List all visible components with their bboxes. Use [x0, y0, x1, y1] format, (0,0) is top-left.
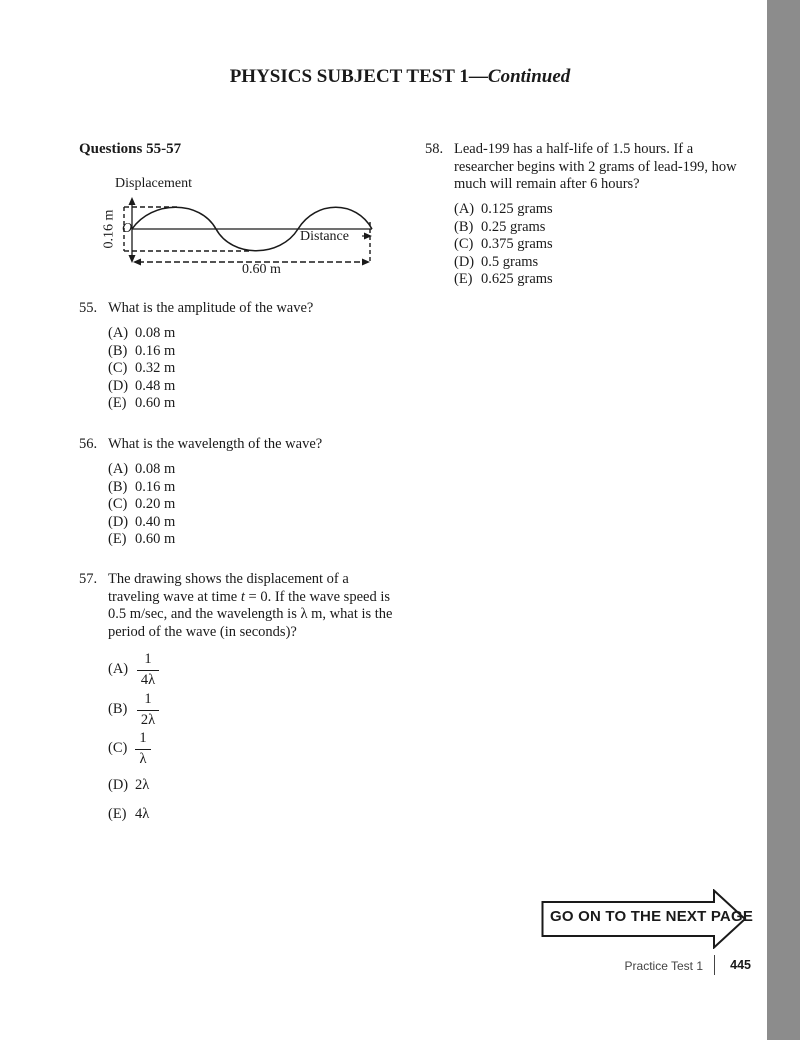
choice-e[interactable]: (E) 4λ	[108, 806, 150, 822]
choice-c[interactable]: (C) 0.32 m	[108, 360, 176, 376]
choice-b[interactable]: (B) $\frac{1}{2\lambda}$	[108, 691, 228, 727]
page-edge-tab	[767, 0, 800, 1040]
choice-a[interactable]: (A) 0.08 m	[108, 461, 176, 477]
title-continued: Continued	[487, 66, 571, 87]
answer-choices	[108, 461, 175, 549]
choice-c[interactable]: (C) 0.375 grams	[454, 236, 553, 252]
footer-label: Practice Test 1	[624, 959, 703, 973]
origin-label: O	[122, 221, 133, 236]
question-number: 55.	[79, 300, 98, 316]
question-number: 57.	[79, 571, 98, 587]
section-heading: Questions 55-57	[79, 141, 182, 157]
footer-divider	[714, 955, 715, 975]
question-text: Lead-199 has a half-life of 1.5 hours. If a researcher begins with 2 grams of lead-199, how much will remain after 6 hours?	[454, 141, 737, 192]
page-title	[0, 66, 800, 88]
choice-d[interactable]: (D) 2λ	[108, 777, 150, 793]
page-number: 445	[730, 958, 751, 972]
choice-d[interactable]: (D) 0.5 grams	[454, 253, 539, 270]
question-58	[425, 141, 755, 291]
distance-arrow	[364, 233, 372, 240]
choice-c[interactable]: (C) $\frac{1}{\lambda}$	[108, 730, 228, 766]
choice-b[interactable]: (B) 0.16 m	[108, 342, 176, 359]
amplitude-label: 0.16 m	[101, 209, 117, 249]
length-label: 0.60 m	[242, 262, 281, 277]
choice-e[interactable]: (E) 0.60 m	[108, 395, 176, 411]
y-axis-label: Displacement	[115, 176, 192, 191]
question-56	[79, 436, 409, 551]
question-55	[79, 300, 409, 415]
choice-b[interactable]: (B) 0.16 m	[108, 478, 176, 495]
choice-a[interactable]: (A) 0.125 grams	[454, 201, 553, 217]
choice-e[interactable]: (E) 0.625 grams	[454, 271, 553, 287]
y-axis-arrow-up	[129, 197, 136, 205]
choice-b[interactable]: (B) 0.25 grams	[454, 218, 546, 235]
question-text: What is the amplitude of the wave?	[108, 300, 314, 316]
choice-c[interactable]: (C) 0.20 m	[108, 496, 176, 512]
choice-e[interactable]: (E) 0.60 m	[108, 531, 176, 547]
question-57	[79, 571, 419, 831]
length-arrow-left	[133, 259, 141, 266]
choice-d[interactable]: (D) 0.40 m	[108, 513, 176, 530]
choice-a[interactable]: (A) $\frac{1}{4\lambda}$	[108, 651, 228, 687]
question-text: What is the wavelength of the wave?	[108, 436, 323, 452]
length-arrow-right	[362, 259, 370, 266]
question-number: 56.	[79, 436, 98, 452]
question-text: The drawing shows the displacement of a traveling wave at time t = 0. If the wave speed is 0.5 m/sec, and the wavelength is λ m, what is the period of the wave (in seconds)?	[108, 571, 393, 640]
fraction: $\frac{1}{4\lambda}$	[137, 651, 159, 689]
title-main: PHYSICS SUBJECT TEST 1—	[229, 66, 488, 87]
choice-d[interactable]: (D) 0.48 m	[108, 377, 176, 394]
answer-choices	[108, 325, 175, 413]
fraction: $\frac{1}{2\lambda}$	[137, 691, 159, 729]
choice-a[interactable]: (A) 0.08 m	[108, 325, 176, 341]
next-page-button[interactable]	[541, 889, 754, 949]
question-number: 58.	[425, 141, 444, 157]
answer-choices	[454, 201, 553, 289]
next-page-label: GO ON TO THE NEXT PAGE	[550, 908, 754, 925]
fraction: $\frac{1}{\lambda}$	[135, 730, 151, 768]
x-axis-label: Distance	[300, 229, 349, 244]
page-footer	[560, 958, 755, 976]
wave-figure	[100, 170, 390, 285]
